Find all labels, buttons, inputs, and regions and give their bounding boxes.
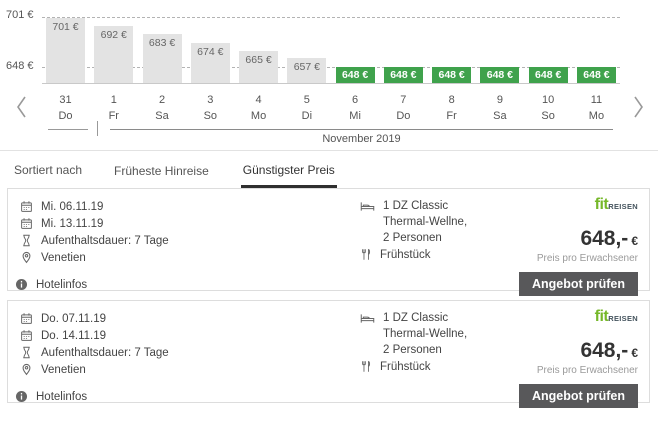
room-line2: 2 Personen xyxy=(383,232,442,244)
month-indicator xyxy=(42,124,620,150)
price-note: Preis pro Erwachsener xyxy=(536,365,638,376)
price-bar-label: 648 € xyxy=(535,69,562,81)
price-bar-9[interactable] xyxy=(480,67,519,83)
check-offer-button[interactable]: Angebot prüfen xyxy=(519,272,638,296)
price-bar-label: 683 € xyxy=(148,37,176,49)
info-icon xyxy=(15,278,28,291)
room-line1: 1 DZ Classic Thermal-Wellne, xyxy=(383,200,468,228)
price-bar-label: 665 € xyxy=(245,54,272,66)
sort-caption: Sortiert nach xyxy=(14,163,83,177)
price-bar-11[interactable] xyxy=(577,67,616,83)
region-text: Venetien xyxy=(41,251,86,264)
price-bars xyxy=(42,0,620,83)
room-row xyxy=(360,198,486,246)
date-label-1[interactable]: 1 Fr xyxy=(108,94,119,122)
date-label-3[interactable]: 3 So xyxy=(203,94,218,122)
location-pin-icon xyxy=(20,363,33,376)
fitreisen-logo xyxy=(595,310,638,326)
logo-reisen: REISEN xyxy=(608,314,638,323)
next-dates-button[interactable] xyxy=(628,94,648,122)
hourglass-icon xyxy=(20,346,33,359)
price-bar-label: 657 € xyxy=(293,61,320,73)
price-bar-3[interactable] xyxy=(191,43,230,83)
price-bar-8[interactable] xyxy=(432,67,471,83)
date-label-7[interactable]: 7 Do xyxy=(396,94,411,122)
checkout-date: Mi. 13.11.19 xyxy=(41,217,104,230)
checkin-date: Mi. 06.11.19 xyxy=(41,200,104,213)
offer-card xyxy=(7,188,650,291)
calendar-icon xyxy=(20,312,33,325)
duration-text: Aufenthaltsdauer: 7 Tage xyxy=(41,346,169,359)
hotelinfos-link[interactable] xyxy=(15,276,338,293)
price-currency: € xyxy=(631,346,638,360)
price-bar-label: 648 € xyxy=(390,69,417,81)
room-details xyxy=(338,198,486,296)
hourglass-icon xyxy=(20,234,33,247)
checkout-date: Do. 14.11.19 xyxy=(41,329,107,342)
offer-card xyxy=(7,300,650,403)
price-bar-label: 648 € xyxy=(341,69,369,81)
price-bar-label: 648 € xyxy=(438,69,465,81)
chevron-left-icon xyxy=(15,94,29,120)
region-row xyxy=(20,249,338,266)
price-bar-2[interactable] xyxy=(143,34,182,83)
duration-text: Aufenthaltsdauer: 7 Tage xyxy=(41,234,169,247)
board-text: Frühstück xyxy=(380,360,431,373)
chevron-right-icon xyxy=(631,94,645,120)
region-text: Venetien xyxy=(41,363,86,376)
price-bar-10[interactable] xyxy=(529,67,568,83)
date-label-4[interactable]: 4 Mo xyxy=(250,94,267,122)
price-bar-7[interactable] xyxy=(384,67,423,83)
y-axis-tick-high: 701 € xyxy=(6,9,34,21)
price-bar-label: 692 € xyxy=(100,29,127,41)
checkout-row xyxy=(20,215,338,232)
price-bar-5[interactable] xyxy=(287,58,326,83)
price-bar-label: 701 € xyxy=(52,21,79,33)
price xyxy=(580,340,638,364)
price-bar-31[interactable] xyxy=(46,18,85,83)
calendar-icon xyxy=(20,329,33,342)
date-label-31[interactable]: 31 Do xyxy=(58,94,73,122)
y-axis-tick-low: 648 € xyxy=(6,60,34,72)
price-note: Preis pro Erwachsener xyxy=(536,253,638,264)
offer-details xyxy=(20,198,338,296)
price-bar-label: 648 € xyxy=(486,69,514,81)
tab-frueheste-hinreise[interactable]: Früheste Hinreise xyxy=(112,163,211,188)
date-label-2[interactable]: 2 Sa xyxy=(155,94,169,122)
duration-row xyxy=(20,232,338,249)
date-label-5[interactable]: 5 Di xyxy=(301,94,313,122)
price-currency: € xyxy=(631,234,638,248)
offer-price-panel xyxy=(486,310,638,408)
date-label-11[interactable]: 11 Mo xyxy=(588,94,605,122)
room-row xyxy=(360,310,486,358)
logo-fit: fit xyxy=(594,196,609,213)
price-amount: 648,- xyxy=(580,339,629,362)
hotelinfos-label: Hotelinfos xyxy=(36,278,88,291)
region-row xyxy=(20,361,338,378)
logo-fit: fit xyxy=(594,308,609,325)
month-divider xyxy=(97,121,98,136)
check-offer-button[interactable]: Angebot prüfen xyxy=(519,384,638,408)
date-label-8[interactable]: 8 Fr xyxy=(446,94,457,122)
date-label-10[interactable]: 10 So xyxy=(541,94,555,122)
logo-reisen: REISEN xyxy=(608,202,638,211)
prev-dates-button[interactable] xyxy=(12,94,32,122)
price xyxy=(580,228,638,252)
checkin-date: Do. 07.11.19 xyxy=(41,312,107,325)
price-bar-4[interactable] xyxy=(239,51,278,83)
checkin-row xyxy=(20,198,338,215)
board-row xyxy=(360,358,486,375)
calendar-icon xyxy=(20,217,33,230)
checkout-row xyxy=(20,327,338,344)
cutlery-icon xyxy=(360,360,372,373)
date-axis xyxy=(42,92,620,124)
hotelinfos-link[interactable] xyxy=(15,388,338,405)
price-amount: 648,- xyxy=(580,227,629,250)
board-text: Frühstück xyxy=(380,248,431,261)
bed-icon xyxy=(360,312,375,325)
room-line1: 1 DZ Classic Thermal-Wellne, xyxy=(383,312,468,340)
room-line2: 2 Personen xyxy=(383,344,442,356)
calendar-icon xyxy=(20,200,33,213)
fitreisen-logo xyxy=(595,198,638,214)
price-calendar xyxy=(0,0,658,150)
month-label: November 2019 xyxy=(322,133,401,145)
board-row xyxy=(360,246,486,263)
date-label-6[interactable]: 6 Mi xyxy=(349,94,361,122)
chart-plot-area xyxy=(42,0,620,84)
offer-details xyxy=(20,310,338,408)
room-details xyxy=(338,310,486,408)
offer-price-panel xyxy=(486,198,638,296)
date-label-9[interactable]: 9 Sa xyxy=(493,94,507,122)
price-bar-6[interactable] xyxy=(336,67,375,83)
previous-month-line xyxy=(48,129,88,130)
current-month-line xyxy=(110,129,613,130)
tab-guenstigster-preis[interactable]: Günstigster Preis xyxy=(241,163,337,188)
hotelinfos-label: Hotelinfos xyxy=(36,390,88,403)
price-bar-label: 648 € xyxy=(583,69,610,81)
bed-icon xyxy=(360,200,375,213)
sort-tabs xyxy=(0,150,658,188)
price-bar-1[interactable] xyxy=(94,26,133,83)
checkin-row xyxy=(20,310,338,327)
duration-row xyxy=(20,344,338,361)
cutlery-icon xyxy=(360,248,372,261)
location-pin-icon xyxy=(20,251,33,264)
price-bar-label: 674 € xyxy=(197,46,224,58)
info-icon xyxy=(15,390,28,403)
